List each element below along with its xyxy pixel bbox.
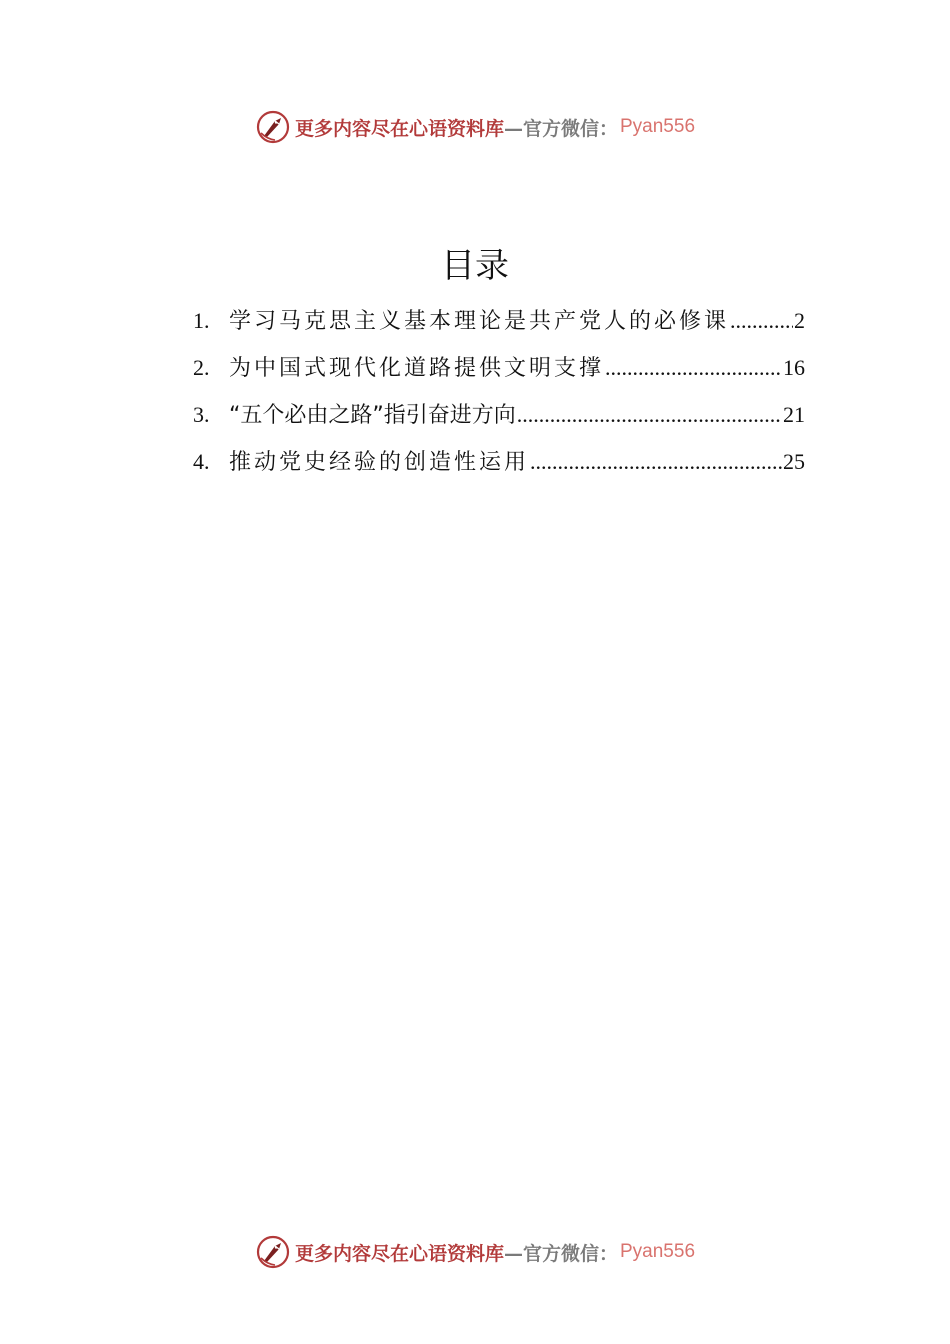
toc-dot-leader [605,355,782,381]
toc-item-3[interactable] [193,398,805,445]
toc-item-number: 1. [193,308,210,333]
toc-dot-leader [730,308,793,334]
toc-item-text: 为中国式现代化道路提供文明支撑 [229,356,605,381]
pen-nib-logo-icon [255,109,291,145]
banner-sub-text: —官方微信： [503,1242,618,1265]
toc-item-page: 16 [783,355,805,380]
toc-item-text: 学习马克思主义基本理论是共产党人的必修课 [229,309,730,334]
toc-item-page: 2 [794,308,805,333]
toc-dot-leader [530,449,782,475]
banner-wechat-id: Pyan556 [620,116,696,137]
toc-item-1[interactable] [193,304,805,351]
header-banner [0,107,950,147]
toc-item-text: 推动党史经验的创造性运用 [229,450,530,475]
toc-item-4[interactable] [193,445,805,492]
footer-banner [0,1232,950,1272]
toc-item-page: 25 [783,449,805,474]
toc-item-page: 21 [783,402,805,427]
toc-item-text: “五个必由之路”指引奋进方向 [229,403,516,428]
toc-item-number: 4. [193,449,210,474]
banner-wechat-id: Pyan556 [620,1241,696,1262]
banner-main-text: 更多内容尽在心语资料库 [294,1242,504,1265]
table-of-contents [193,304,805,492]
toc-dot-leader [517,402,782,428]
toc-item-2[interactable] [193,351,805,398]
pen-nib-logo-icon [255,1234,291,1270]
banner-sub-text: —官方微信： [503,117,618,140]
toc-item-number: 2. [193,355,210,380]
toc-item-number: 3. [193,402,210,427]
banner-main-text: 更多内容尽在心语资料库 [294,117,504,140]
toc-title: 目录 [441,246,509,286]
